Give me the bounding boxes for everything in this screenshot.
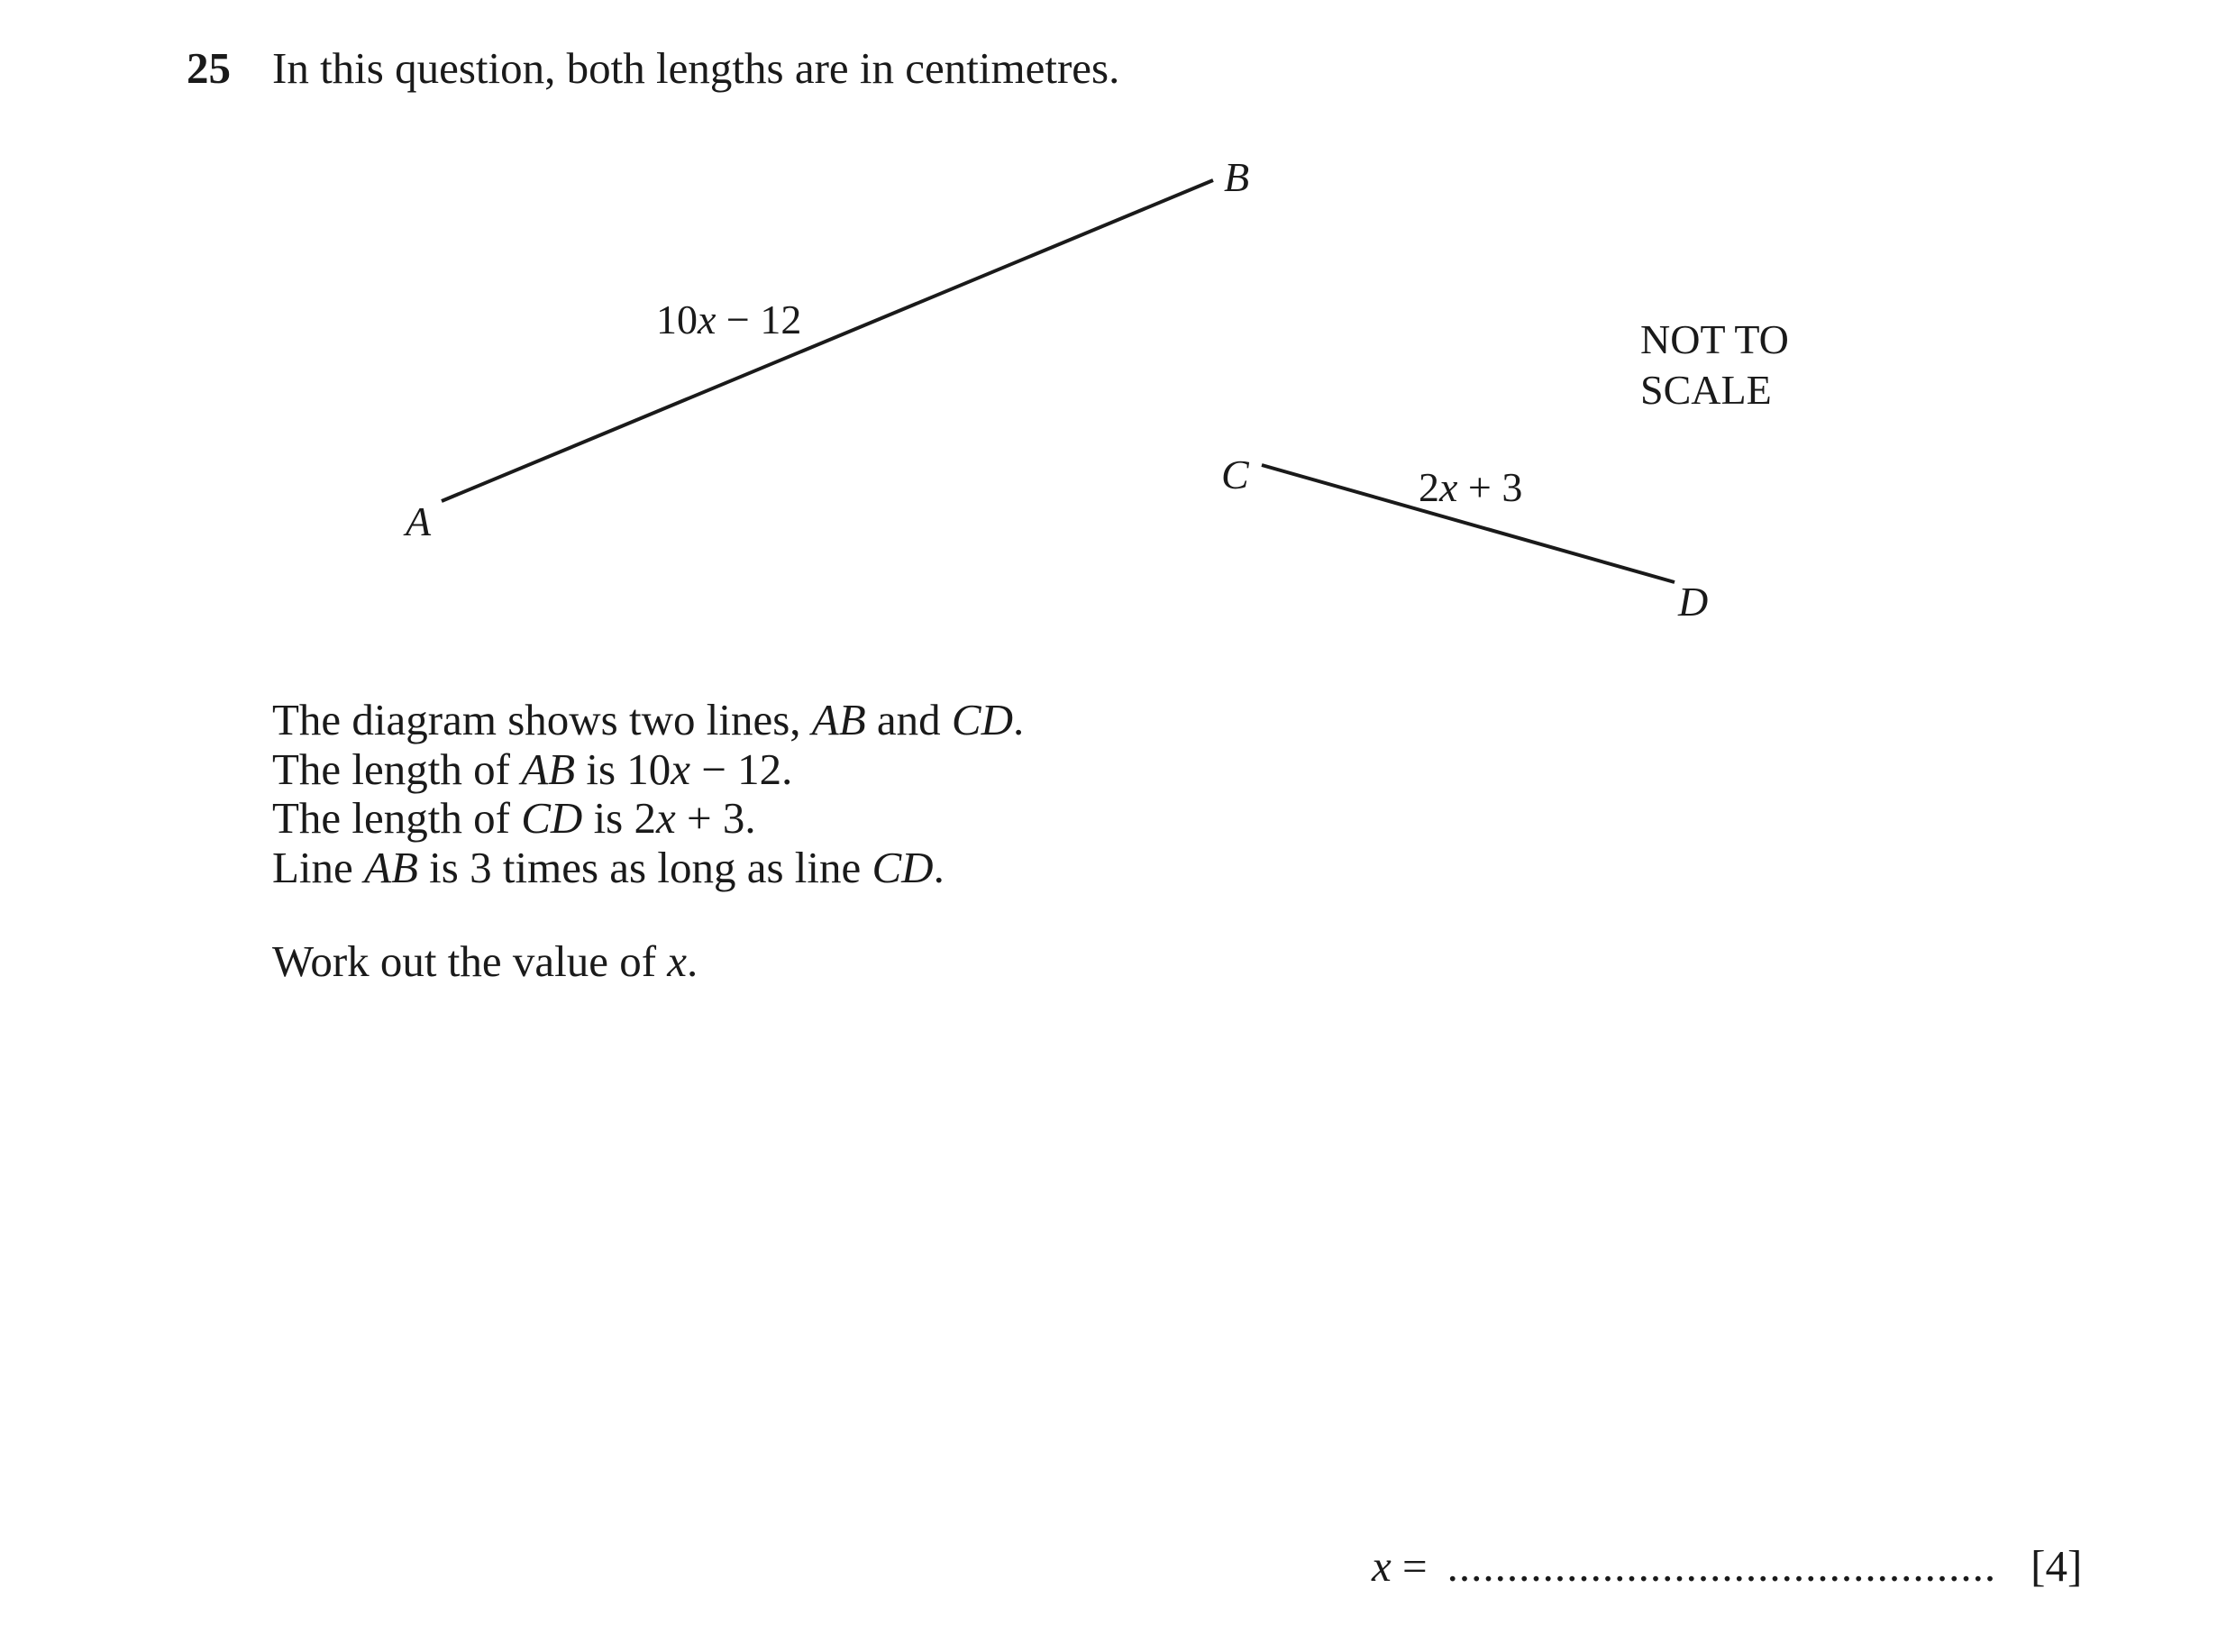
- statement-line-3: The length of CD is 2x + 3.: [272, 793, 756, 843]
- answer-variable: x: [1372, 1541, 1392, 1591]
- line-diagram: [0, 0, 2236, 685]
- problem-statement: [272, 696, 1024, 892]
- point-d-label: D: [1678, 579, 1709, 625]
- question-number: 25: [187, 43, 231, 93]
- answer-line: [1372, 1538, 2082, 1595]
- point-b-label: B: [1224, 154, 1250, 200]
- ab-length-label: 10x − 12: [656, 297, 802, 342]
- statement-line-2: The length of AB is 10x − 12.: [272, 744, 793, 794]
- statement-line-1: The diagram shows two lines, AB and CD.: [272, 695, 1025, 744]
- question-intro: In this question, both lengths are in centimetres.: [272, 43, 1120, 93]
- line-ab: [442, 180, 1213, 501]
- not-to-scale-note: NOT TO SCALE: [1640, 316, 1789, 413]
- answer-equals: =: [1391, 1541, 1428, 1591]
- cd-length-label: 2x + 3: [1419, 464, 1523, 510]
- point-a-label: A: [406, 498, 432, 544]
- task-instruction: Work out the value of x.: [272, 936, 698, 986]
- statement-line-4: Line AB is 3 times as long as line CD.: [272, 842, 945, 892]
- point-c-label: C: [1221, 452, 1249, 497]
- answer-blank[interactable]: ..............................................: [1447, 1541, 1997, 1591]
- marks-label: [4]: [2031, 1541, 2083, 1591]
